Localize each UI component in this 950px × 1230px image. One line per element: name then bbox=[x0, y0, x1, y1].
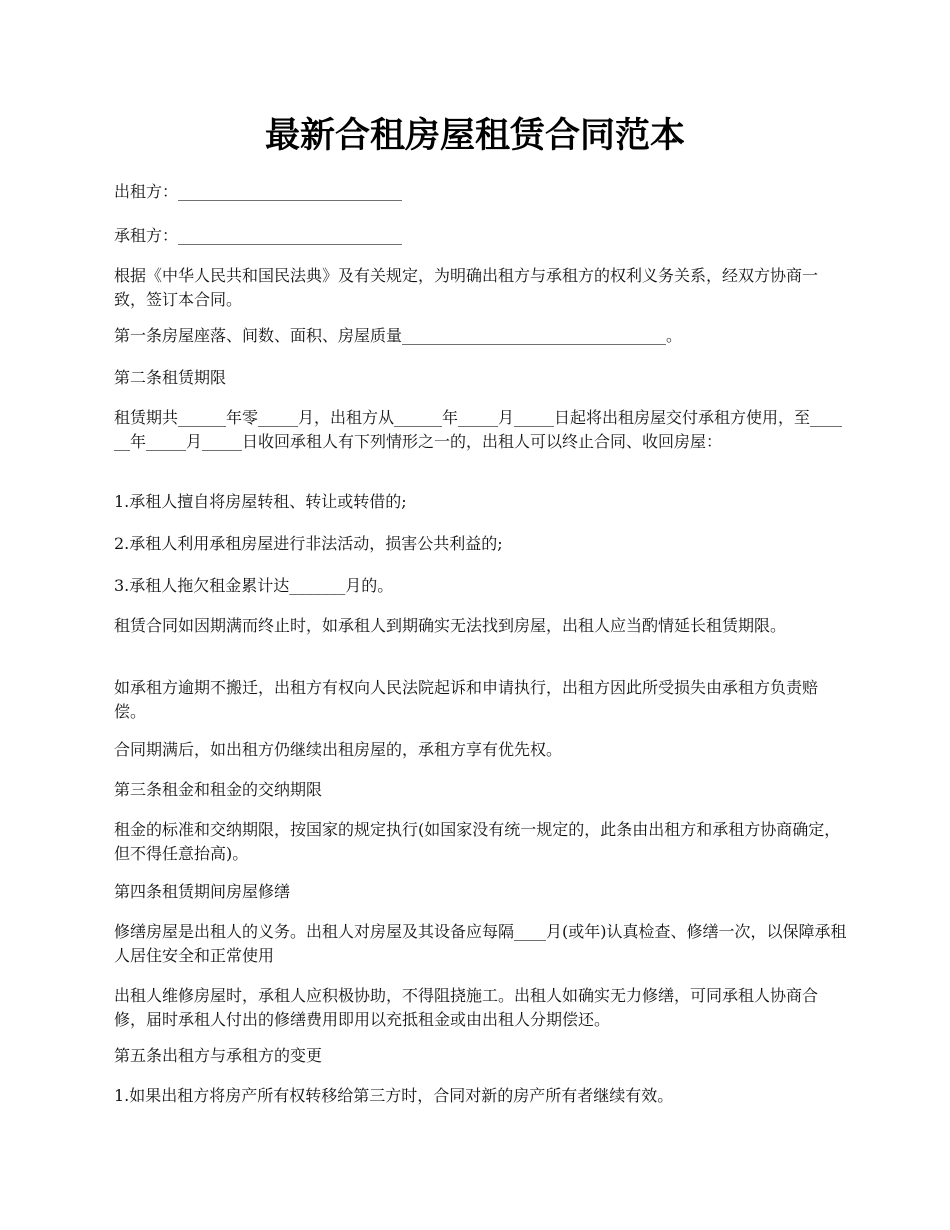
termination-item-3: 3.承租人拖欠租金累计达_______月的。 bbox=[114, 576, 394, 595]
article-3-heading: 第三条租金和租金的交纳期限 bbox=[114, 780, 323, 799]
ownership-transfer-item: 1.如果出租方将房产所有权转移给第三方时，合同对新的房产所有者继续有效。 bbox=[114, 1086, 674, 1105]
article-5-heading: 第五条出租方与承租方的变更 bbox=[114, 1046, 323, 1065]
termination-item-2: 2.承租人利用承租房屋进行非法活动，损害公共利益的; bbox=[114, 534, 503, 553]
termination-item-1: 1.承租人擅自将房屋转租、转让或转借的; bbox=[114, 492, 407, 511]
lessee-line: 承租方：____________________________ bbox=[114, 226, 403, 245]
priority-right-paragraph: 合同期满后，如出租方仍继续出租房屋的，承租方享有优先权。 bbox=[114, 740, 563, 759]
article-1-heading: 第一条房屋座落、间数、面积、房屋质量_________________________________。 bbox=[114, 326, 683, 345]
preamble-paragraph: 根据《中华人民共和国民法典》及有关规定，为明确出租方与承租方的权利义务关系，经双方协商一致，签订本合同。 bbox=[114, 266, 819, 309]
article-2-heading: 第二条租赁期限 bbox=[114, 368, 227, 387]
rent-standard-paragraph: 租金的标准和交纳期限，按国家的规定执行(如国家没有统一规定的，此条由出租方和承租方协商确定，但不得任意抬高)。 bbox=[114, 820, 841, 863]
article-4-heading: 第四条租赁期间房屋修缮 bbox=[114, 882, 291, 901]
repair-cooperation-paragraph: 出租人维修房屋时，承租人应积极协助，不得阻挠施工。出租人如确实无力修缮，可同承租人协商合修，届时承租人付出的修缮费用即用以充抵租金或由出租人分期偿还。 bbox=[114, 986, 819, 1029]
lease-term-paragraph: 租赁期共______年零_____月，出租方从______年_____月_____日起将出租房屋交付承租方使用，至______年_____月_____日收回承租人有下列情形之一的，出租人可以终止合同、收回房屋： bbox=[114, 408, 843, 451]
repair-duty-paragraph: 修缮房屋是出租人的义务。出租人对房屋及其设备应每隔____月(或年)认真检查、修缮一次，以保障承租人居住安全和正常使用 bbox=[114, 922, 847, 965]
lessor-line: 出租方：____________________________ bbox=[114, 182, 403, 201]
expiry-extension-paragraph: 租赁合同如因期满而终止时，如承租人到期确实无法找到房屋，出租人应当酌情延长租赁期限。 bbox=[114, 616, 787, 635]
document-title: 最新合租房屋租赁合同范本 bbox=[264, 115, 685, 156]
overdue-move-paragraph: 如承租方逾期不搬迁，出租方有权向人民法院起诉和申请执行，出租方因此所受损失由承租方负责赔偿。 bbox=[114, 678, 819, 721]
